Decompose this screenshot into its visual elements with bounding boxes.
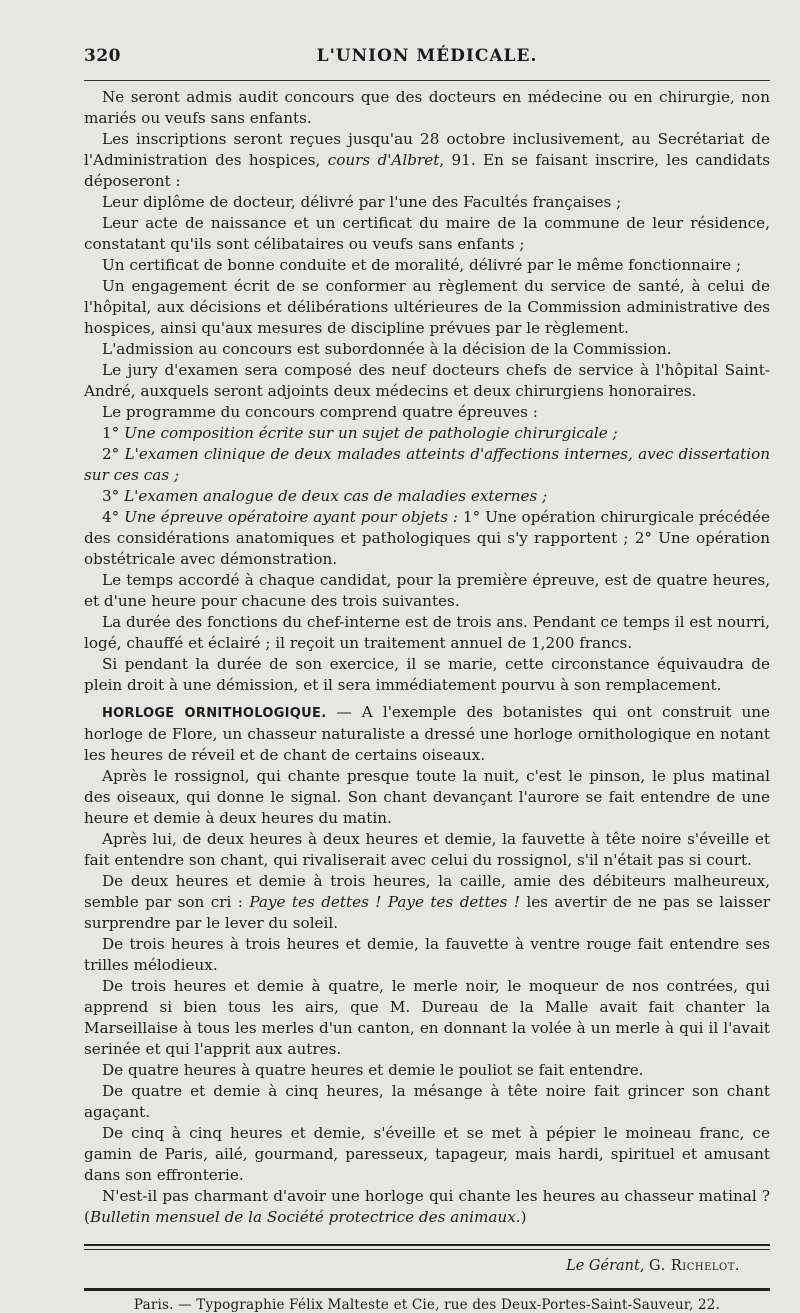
printer-imprint: Paris. — Typographie Félix Malteste et Cie, rue des Deux-Portes-Saint-Sauveur, 22. xyxy=(133,1297,721,1313)
paragraph: Leur diplôme de docteur, délivré par l'une des Facultés françaises ; xyxy=(102,193,622,211)
page-number: 320 xyxy=(84,46,121,66)
exam-text: Une épreuve opératoire ayant pour objets : xyxy=(124,508,459,526)
paragraph: De trois heures à trois heures et demie, la fauvette à ventre rouge fait entendre ses trilles mélodieux. xyxy=(84,935,770,974)
paragraph: Un engagement écrit de se conformer au règlement du service de santé, à celui de l'hôpital, aux décisions et délibérations ultérieures de la Commission administrative des hospices, ainsi qu'aux mesures de discipline prévues par le règlement. xyxy=(84,277,770,337)
exam-number: 4° xyxy=(102,508,120,526)
exam-item xyxy=(84,507,770,570)
exam-text: L'examen analogue de deux cas de maladies externes ; xyxy=(124,487,548,505)
paragraph-text: , 91. En se faisant inscrire, les candidats déposeront : xyxy=(84,151,771,190)
paragraph: Leur acte de naissance et un certificat du maire de la commune de leur résidence, constatant qu'ils sont célibataires ou veufs sans enfants ; xyxy=(84,214,770,253)
gerant-name: G. Richelot. xyxy=(649,1258,740,1274)
exam-text: L'examen clinique de deux malades atteints d'affections internes, avec dissertation sur ces cas ; xyxy=(84,445,770,484)
exam-item xyxy=(84,486,770,507)
exam-number: 2° xyxy=(102,445,120,463)
header-rule xyxy=(84,80,770,81)
gerant-line xyxy=(84,1250,770,1282)
exam-item xyxy=(84,444,770,486)
paragraph-text: De deux heures et demie à trois heures, la caille, amie des débiteurs malheureux, semble par son cri : xyxy=(84,872,770,911)
paragraph-text: — A l'exemple des botanistes qui ont construit une horloge de Flore, un chasseur naturaliste a dressé une horloge ornithologique en notant les heures de réveil et de chant de certains oiseaux. xyxy=(84,703,771,764)
paragraph: La durée des fonctions du chef-interne est de trois ans. Pendant ce temps il est nourri, logé, chauffé et éclairé ; il reçoit un traitement annuel de 1,200 francs. xyxy=(84,613,770,652)
exam-text: 1° Une opération chirurgicale précédée des considérations anatomiques et pathologiques qui s'y rapportent ; 2° Une opération obstétricale avec démonstration. xyxy=(84,508,771,568)
running-title: L'UNION MÉDICALE. xyxy=(316,46,538,66)
paragraph: Un certificat de bonne conduite et de moralité, délivré par le même fonctionnaire ; xyxy=(102,256,742,274)
italic-address: cours d'Albret xyxy=(327,151,440,169)
article-body xyxy=(84,87,770,1228)
paragraph-text: Les inscriptions seront reçues jusqu'au 28 octobre inclusivement, au Secrétariat de l'Administration des hospices, xyxy=(84,130,770,169)
exam-number: 3° xyxy=(102,487,120,505)
paragraph: Le temps accordé à chaque candidat, pour la première épreuve, est de quatre heures, et d'une heure pour chacune des trois suivantes. xyxy=(84,571,770,610)
paragraph xyxy=(84,129,770,192)
section-paragraph xyxy=(84,702,770,766)
paragraph: Le programme du concours comprend quatre épreuves : xyxy=(102,403,538,421)
page-header xyxy=(84,42,770,72)
paragraph: Après le rossignol, qui chante presque toute la nuit, c'est le pinson, le plus matinal des oiseaux, qui donne le signal. Son chant devançant l'aurore se fait entendre de une heure et demie à deux heures du matin. xyxy=(84,767,770,827)
section-title: HORLOGE ORNITHOLOGIQUE. xyxy=(102,706,327,721)
paragraph: Si pendant la durée de son exercice, il se marie, cette circonstance équivaudra de plein droit à une démission, et il sera immédiatement pourvu à son remplacement. xyxy=(84,655,770,694)
paragraph xyxy=(84,871,770,934)
exam-number: 1° xyxy=(102,424,120,442)
citation: Bulletin mensuel de la Société protectrice des animaux. xyxy=(89,1208,521,1226)
gerant-label: Le Gérant, xyxy=(566,1258,645,1274)
paragraph: Après lui, de deux heures à deux heures et demie, la fauvette à tête noire s'éveille et fait entendre son chant, qui rivaliserait avec celui du rossignol, s'il n'était pas si court. xyxy=(84,830,770,869)
paragraph: Ne seront admis audit concours que des docteurs en médecine ou en chirurgie, non mariés ou veufs sans enfants. xyxy=(84,88,770,127)
paragraph: Le jury d'examen sera composé des neuf docteurs chefs de service à l'hôpital Saint-André, auxquels seront adjoints deux médecins et deux chirurgiens honoraires. xyxy=(84,361,770,400)
paragraph: De trois heures et demie à quatre, le merle noir, le moqueur de nos contrées, qui apprend si bien tous les airs, que M. Dureau de la Malle avait fait chanter la Marseillaise à tous les merles d'un canton, en donnant la volée à un merle à qui il l'avait serinée et qui l'apprit aux autres. xyxy=(84,977,770,1058)
paragraph: De cinq à cinq heures et demie, s'éveille et se met à pépier le moineau franc, ce gamin de Paris, ailé, gourmand, paresseux, tapageur, mais hardi, spirituel et amusant dans son effronterie. xyxy=(84,1124,770,1184)
italic-quote: Paye tes dettes ! Paye tes dettes ! xyxy=(249,893,520,911)
exam-item xyxy=(84,423,770,444)
paragraph-text: N'est-il pas charmant d'avoir une horloge qui chante les heures au chasseur matinal ? ( xyxy=(84,1187,770,1226)
paragraph: L'admission au concours est subordonnée à la décision de la Commission. xyxy=(102,340,672,358)
exam-text: Une composition écrite sur un sujet de pathologie chirurgicale ; xyxy=(124,424,618,442)
paragraph: De quatre heures à quatre heures et demie le pouliot se fait entendre. xyxy=(102,1061,644,1079)
paragraph-text: ) xyxy=(520,1208,527,1226)
paragraph xyxy=(84,1186,770,1228)
paragraph-text: les avertir de ne pas se laisser surprendre par le lever du soleil. xyxy=(84,893,770,932)
paragraph: De quatre et demie à cinq heures, la mésange à tête noire fait grincer son chant agaçant. xyxy=(84,1082,770,1121)
